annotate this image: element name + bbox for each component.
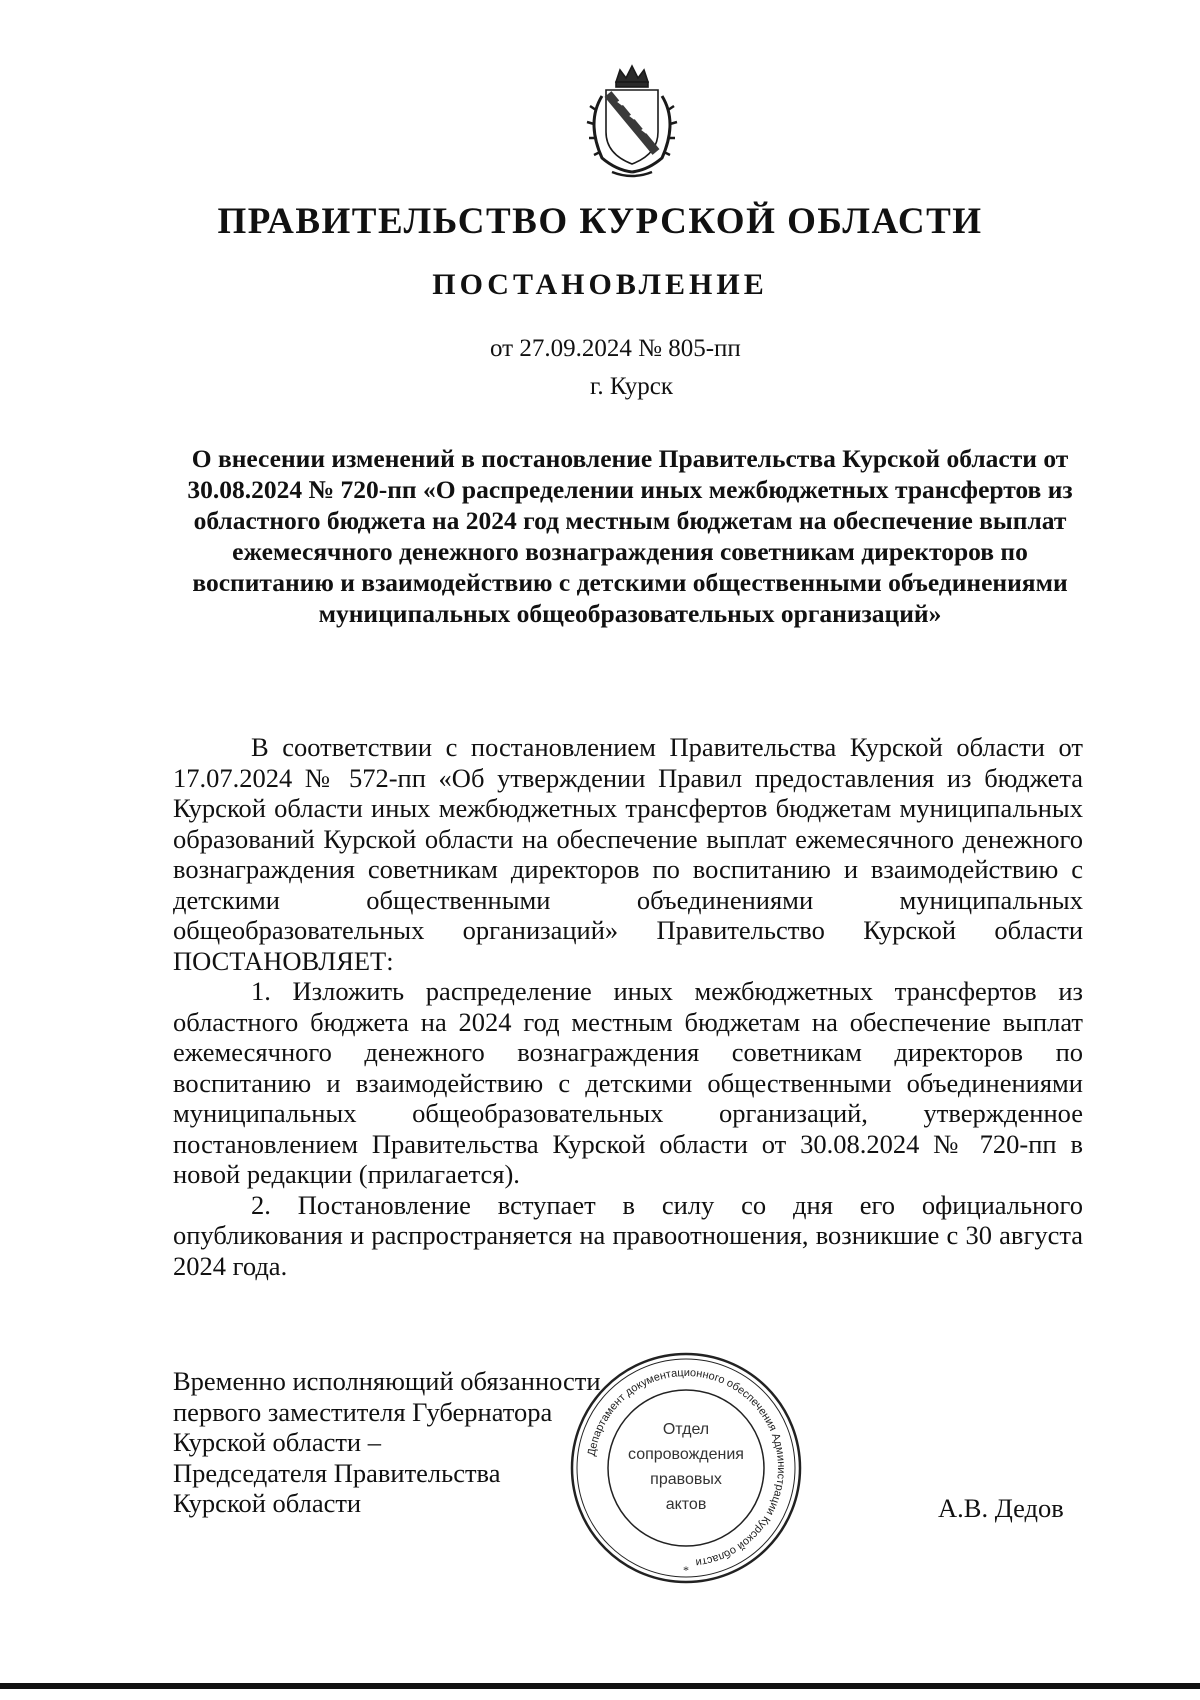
document-city: г. Курск: [590, 373, 673, 400]
document-type: ПОСТАНОВЛЕНИЕ: [432, 268, 768, 301]
item-1-paragraph: 1. Изложить распределение иных межбюджетных трансфертов из областного бюджета на 2024 год местным бюджетам на обеспечение выплат ежемесячного денежного вознаграждения советникам директоров по воспитанию и взаимодействию с детскими общественными объединениями муниципальных общеобразовательных организаций, утвержденное постановлением Правительства Курской области от 30.08.2024 № 720-пп в новой редакции (прилагается).: [173, 976, 1083, 1189]
stamp-star: *: [683, 1563, 689, 1577]
signatory-position: [173, 1366, 601, 1519]
signatory-position-line: первого заместителя Губернатора: [173, 1396, 553, 1427]
document-date-number: от 27.09.2024 № 805-пп: [490, 335, 741, 362]
stamp-ring-text: Департамент документационного обеспечения Администрации Курской области: [585, 1366, 788, 1569]
stamp-center-text: Отдел сопровождения правовых актов: [628, 1421, 744, 1513]
signatory-position-line: Курской области: [173, 1488, 362, 1518]
government-title: ПРАВИТЕЛЬСТВО КУРСКОЙ ОБЛАСТИ: [217, 201, 983, 242]
signatory-position-line: Председателя Правительства: [173, 1457, 501, 1488]
kursk-coat-of-arms-icon: [572, 62, 692, 180]
scan-bottom-edge: [0, 1683, 1200, 1689]
item-2-paragraph: 2. Постановление вступает в силу со дня его официального опубликования и распространяется на правоотношения, возникшие с 30 августа 2024 года.: [173, 1189, 1083, 1281]
signatory-name: А.В. Дедов: [938, 1493, 1064, 1523]
preamble-paragraph: В соответствии с постановлением Правительства Курской области от 17.07.2024 № 572-пп «Об утверждении Правил предоставления из бюджета Курской области иных межбюджетных трансфертов бюджетам муниципальных образований Курской области на обеспечение выплат ежемесячного денежного вознаграждения советникам директоров по воспитанию и взаимодействию с детскими общественными объединениями муниципальных общеобразовательных организаций» Правительство Курской области ПОСТАНОВЛЯЕТ:: [173, 732, 1083, 976]
document-subject: О внесении изменений в постановление Правительства Курской области от 30.08.2024 № 720-пп «О распределении иных межбюджетных трансфертов из областного бюджета на 2024 год местным бюджетам на обеспечение выплат ежемесячного денежного вознаграждения советникам директоров по воспитанию и взаимодействию с детскими общественными объединениями муниципальных общеобразовательных организаций»: [187, 444, 1073, 628]
signatory-position-line: Временно исполняющий обязанности: [173, 1366, 601, 1396]
signatory-position-line: Курской области –: [173, 1427, 381, 1457]
document-body: [173, 732, 1083, 1281]
